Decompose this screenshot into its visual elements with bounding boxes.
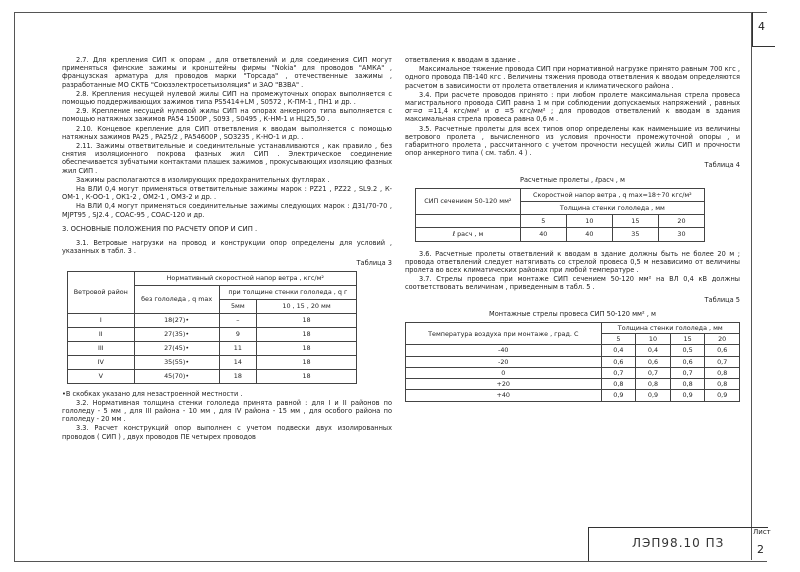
paragraph-3-1: 3.1. Ветровые нагрузки на провод и конструкции опор определены для условий , указанных в табл. 3 . xyxy=(62,239,392,256)
cell: 0,9 xyxy=(601,390,636,401)
paragraph-clamps-enclosure: Зажимы располагаются в изолирующих предохранительных футлярах . xyxy=(76,175,330,184)
cell: 0,5 xyxy=(670,345,705,356)
table-row xyxy=(406,356,740,367)
cell: 0,6 xyxy=(601,356,636,367)
paragraph-3-4: 3.4. При расчете проводов принято : при любом пролете максимальная стрела провеса магистрального провода СИП равна 1 м при соблюдении допускаемых напряжений , равных σг=σ =11,4 кгс/мм² и σ =5 кгс/мм² ; для проводов ответвлений к вводам в здания максимальная стрела провеса равна 0,6 м . xyxy=(405,90,740,124)
table-row xyxy=(68,313,357,327)
cell: 40 xyxy=(520,228,566,241)
table-5 xyxy=(405,322,740,401)
table-row xyxy=(68,369,357,383)
paragraph-cont: ответвления к вводам в здание . xyxy=(405,56,520,64)
cell: +40 xyxy=(406,390,602,401)
cell: 27(35)• xyxy=(134,327,219,341)
t3-header-main: Нормативный скоростной напор ветра , кгс/м² xyxy=(134,271,356,285)
paragraph-3-7: 3.7. Стрелы провеса при монтаже СИП сечением 50-120 мм² на ВЛ 0,4 кВ должны соответствовать величинам , приведенным в табл. 5 . xyxy=(405,275,740,292)
table-row xyxy=(68,355,357,369)
cell: 0,8 xyxy=(636,379,671,390)
table-row xyxy=(416,228,705,241)
cell: 18 xyxy=(257,369,357,383)
cell: 0,7 xyxy=(705,356,740,367)
sheet-number: 2 xyxy=(757,543,764,556)
table5-caption: Таблица 5 xyxy=(704,295,740,304)
cell: 0,8 xyxy=(601,379,636,390)
cell: 11 xyxy=(219,341,256,355)
cell: 0 xyxy=(406,367,602,378)
cell: 35(55)• xyxy=(134,355,219,369)
cell: 0,7 xyxy=(636,367,671,378)
t3-header-region: Ветровой район xyxy=(68,271,135,313)
t4-header-main: Скоростной напор ветра , q max=18÷70 кгс/м² xyxy=(520,188,704,201)
cell: 20 xyxy=(705,334,740,345)
right-column xyxy=(405,56,740,402)
cell: 0,8 xyxy=(705,379,740,390)
table-row xyxy=(68,327,357,341)
table-row xyxy=(68,341,357,355)
cell: II xyxy=(68,327,135,341)
document-code: ЛЭП98.10 ПЗ xyxy=(632,536,725,550)
cell: 15 xyxy=(612,215,658,228)
paragraph-tension: Максимальное тяжение провода СИП при нормативной нагрузке принято равным 700 кгс , одного провода ПВ-140 кгс . Величины тяжения провода ответвления к вводам определяются расчетом в зависимости от пролета ответвления и климатического района . xyxy=(405,65,740,90)
cell: 0,7 xyxy=(601,367,636,378)
t5-header-ice: Толщина стенки гололеда , мм xyxy=(601,323,739,334)
paragraph-2-8: 2.8. Крепления несущей нулевой жилы СИП на промежуточных опорах выполняется с помощью поддерживающих зажимов типа PS5414+LM , S0572 , К-ПМ-1 , ПН1 и др. . xyxy=(62,89,392,107)
cell: 0,4 xyxy=(601,345,636,356)
table-row xyxy=(406,390,740,401)
cell: V xyxy=(68,369,135,383)
paragraph-3-6: 3.6. Расчетные пролеты ответвлений к вводам в здание должны быть не более 20 м ; провода ответвлений следует натягивать со стрелой провеса 0,5 м независимо от величины пролета во всех климатических районах при любой температуре . xyxy=(405,249,740,275)
paragraph-branch-clamps: На ВЛИ 0,4 могут применяться ответвительные зажимы марок : PZ21 , PZ22 , SL9.2 , К-ОМ-1 , К-ОО-1 , ОК1-2 , ОМ2-1 , ОМ3-2 и др. . xyxy=(62,185,392,202)
t4-header-sip: СИП сечением 50-120 мм² xyxy=(416,188,521,214)
cell: 20 xyxy=(658,215,704,228)
paragraph-3-3: 3.3. Расчет конструкций опор выполнен с учетом подвески двух изолированных проводов ( СИП ) , двух проводов ПЕ четырех проводов xyxy=(62,424,392,441)
cell: III xyxy=(68,341,135,355)
cell: 10 xyxy=(636,334,671,345)
t3-header-10-20mm: 10 , 15 , 20 мм xyxy=(257,299,357,313)
paragraph-2-7: 2.7. Для крепления СИП к опорам , для ответвлений и для соединения СИП могут применяться финские зажимы и кронштейны фирмы "Nokia" для проводов "АМКА" , французская арматура для проводов марки "Торсада" , отечественные зажимы , разработанные МО СКТБ "Союзэлектросетьизоляция" и ЗАО "ВЗВА" . xyxy=(62,56,392,89)
cell: -40 xyxy=(406,345,602,356)
cell: -20 xyxy=(406,356,602,367)
cell: +20 xyxy=(406,379,602,390)
cell: 5 xyxy=(601,334,636,345)
table-3 xyxy=(67,271,357,384)
cell: 14 xyxy=(219,355,256,369)
paragraph-2-9: 2.9. Крепление несущей нулевой жилы СИП на опорах анкерного типа выполняется с помощью натяжных зажимов PA54 1500P , S093 , S0495 , К-НМ-1 и НЦ25,50 . xyxy=(62,107,392,124)
cell: 15 xyxy=(670,334,705,345)
cell: I xyxy=(68,313,135,327)
cell: 0,6 xyxy=(670,356,705,367)
cell: IV xyxy=(68,355,135,369)
sheet-label: Лист xyxy=(753,528,771,536)
table-row xyxy=(406,367,740,378)
cell: – xyxy=(219,313,256,327)
cell: 45(70)• xyxy=(134,369,219,383)
cell: 5 xyxy=(520,215,566,228)
cell: 18 xyxy=(257,313,357,327)
cell: ℓ расч , м xyxy=(416,228,521,241)
cell: 30 xyxy=(658,228,704,241)
cell: 0,8 xyxy=(705,367,740,378)
cell: 18(27)• xyxy=(134,313,219,327)
cell: 27(45)• xyxy=(134,341,219,355)
cell: 0,6 xyxy=(705,345,740,356)
cell: 10 xyxy=(566,215,612,228)
table4-caption: Таблица 4 xyxy=(704,161,740,170)
cell: 18 xyxy=(257,327,357,341)
cell: 0,7 xyxy=(670,367,705,378)
cell: 18 xyxy=(219,369,256,383)
table-4 xyxy=(415,188,705,242)
cell: 0,8 xyxy=(670,379,705,390)
frame-right-line xyxy=(751,12,752,560)
cell: 0,9 xyxy=(705,390,740,401)
cell: 0,4 xyxy=(636,345,671,356)
cell xyxy=(416,215,521,228)
t3-header-5mm: 5мм xyxy=(219,299,256,313)
paragraph-3-2: 3.2. Нормативная толщина стенки гололеда принята равной : для I и II районов по гололеду - 5 мм , для III района - 10 мм , для IV района - 15 мм , для особого района по гололеду - 20 мм . xyxy=(62,398,392,424)
footnote: •В скобках указано для незастроенной местности . xyxy=(62,389,243,398)
page-number: 4 xyxy=(758,20,765,33)
t5-header-temp: Температура воздуха при монтаже , град. С xyxy=(406,323,602,345)
paragraph-3-5: 3.5. Расчетные пролеты для всех типов опор определены как наименьшие из величины ветрового пролета , вычисленного из условия прочности промежуточной опоры , и габаритного пролета , рассчитанного с учетом прочности несущей жилы СИП и прочности опор анкерного типа ( см. табл. 4 ) . xyxy=(405,124,740,158)
paragraph-2-11: 2.11. Зажимы ответвительные и соединительные устанавливаются , как правило , без снятия изоляционного покрова фазных жил СИП . Электрическое соединение обеспечивается зубчатыми контактами плашек зажимов , прокусывающих изоляцию фазных жил СИП . xyxy=(62,142,392,175)
cell: 9 xyxy=(219,327,256,341)
cell: 18 xyxy=(257,341,357,355)
paragraph-connecting-clamps: На ВЛИ 0,4 могут применяться соединительные зажимы следующих марок : ДЗ1/70-70 , МJPT95 , SJ2.4 , СОАС-95 , СОАС-120 и др. xyxy=(62,202,392,219)
table5-title: Монтажные стрелы провеса СИП 50-120 мм² , м xyxy=(489,309,656,318)
cell: 18 xyxy=(257,355,357,369)
table4-title: Расчетные пролеты , ℓрасч , м xyxy=(520,175,625,184)
cell: 35 xyxy=(612,228,658,241)
cell: 0,6 xyxy=(636,356,671,367)
table-row xyxy=(406,345,740,356)
cell: 40 xyxy=(566,228,612,241)
table-row xyxy=(416,215,705,228)
cell: 0,9 xyxy=(670,390,705,401)
cell: 0,9 xyxy=(636,390,671,401)
table3-caption: Таблица 3 xyxy=(356,259,392,268)
left-column xyxy=(62,56,392,442)
t3-header-with-ice: при толщине стенки гололеда , q г xyxy=(219,285,356,299)
paragraph-2-10: 2.10. Концевое крепление для СИП ответвления к вводам выполняется с помощью натяжных зажимов PA25 , PA25/2 , PA54600P , SO3235 , К-НО-1 и др. . xyxy=(62,124,392,141)
section-heading: 3. ОСНОВНЫЕ ПОЛОЖЕНИЯ ПО РАСЧЕТУ ОПОР И СИП . xyxy=(62,224,258,233)
t3-header-no-ice: без гололеда , q max xyxy=(134,285,219,313)
t4-header-ice: Толщина стенки гололеда , мм xyxy=(520,202,704,215)
table-row xyxy=(406,379,740,390)
